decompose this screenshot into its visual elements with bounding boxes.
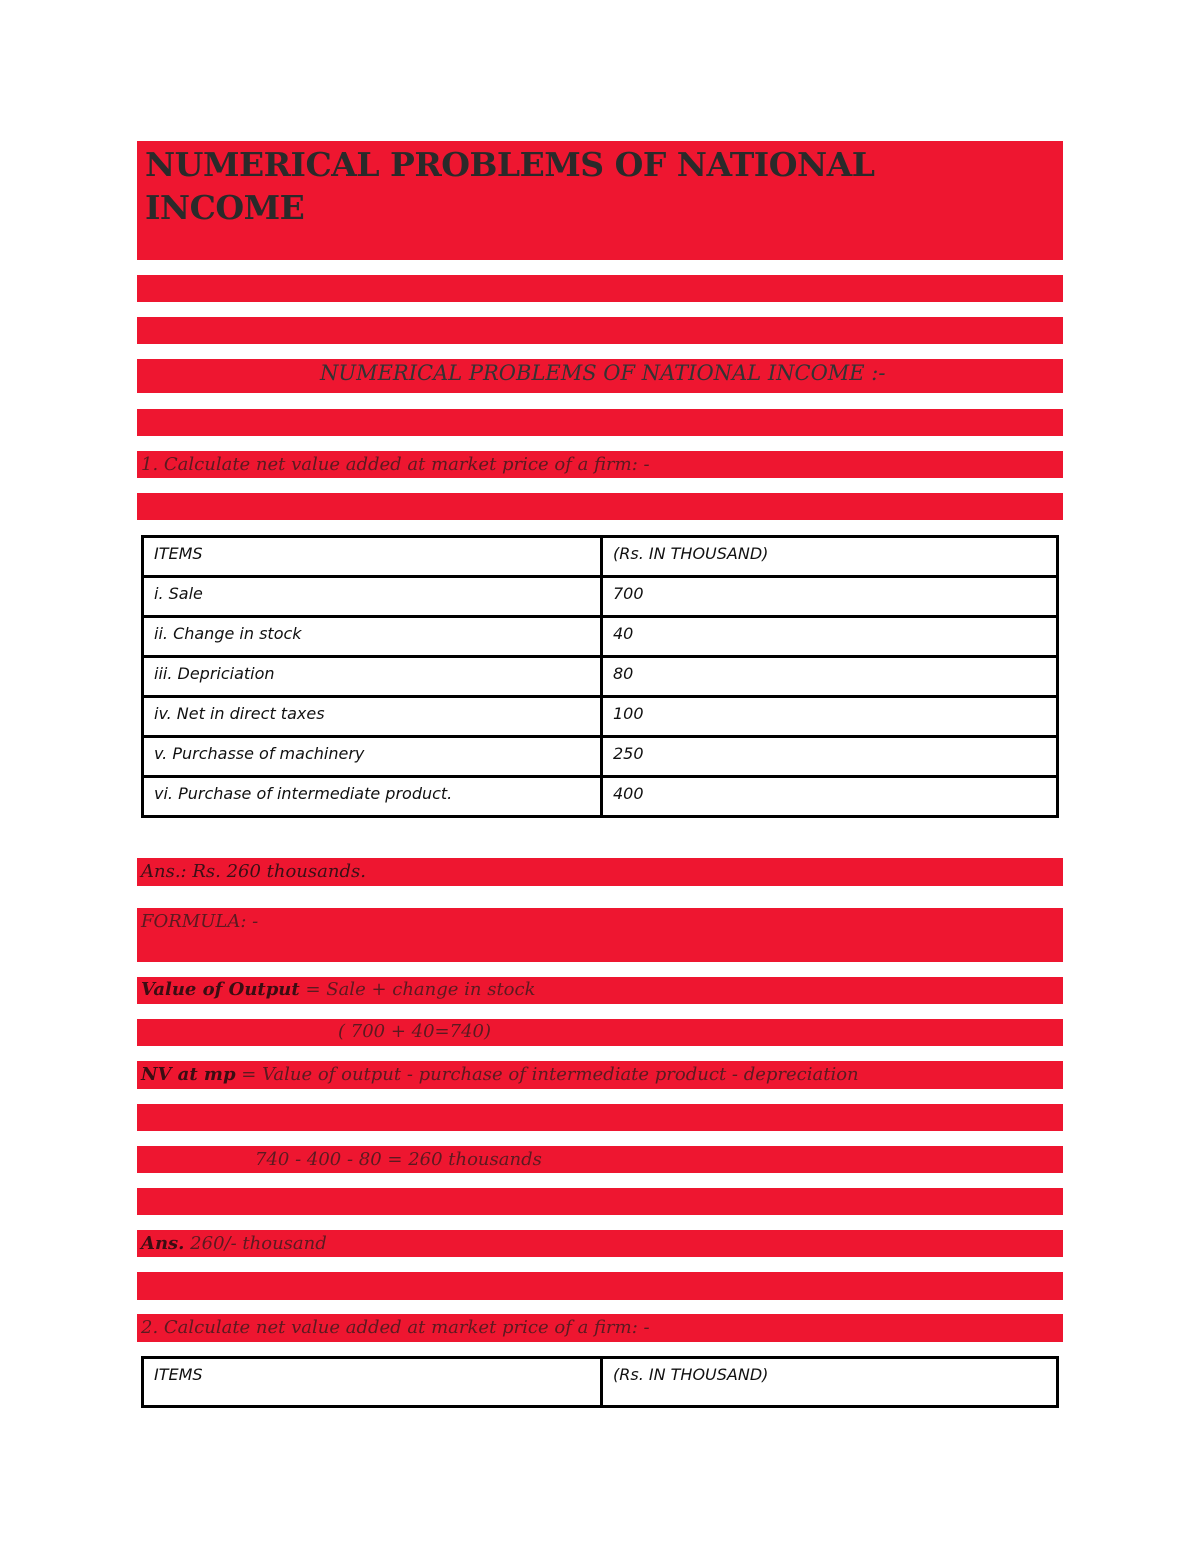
band [137,1188,1063,1215]
nv-at-mp-label: NV at mp [141,1064,236,1085]
question-1: 1. Calculate net value added at market price of a firm: - [141,454,650,475]
items-table-1 [141,535,1059,818]
item-label: i. Sale [143,577,602,617]
final-answer [141,1233,327,1254]
item-label: v. Purchasse of machinery [143,737,602,777]
question-2: 2. Calculate net value added at market price of a firm: - [141,1317,650,1338]
item-value: 250 [602,737,1058,777]
final-answer-label: Ans. [141,1233,185,1254]
item-value: 40 [602,617,1058,657]
value-of-output [141,979,536,1000]
table-row [143,657,1058,697]
header-amount: (Rs. IN THOUSAND) [602,1358,1058,1407]
item-label: iii. Depriciation [143,657,602,697]
table-row [143,617,1058,657]
band [137,1104,1063,1131]
nv-calc: 740 - 400 - 80 = 260 thousands [255,1149,542,1170]
answer-1: Ans.: Rs. 260 thousands. [141,861,366,882]
item-label: ii. Change in stock [143,617,602,657]
band [137,1019,1063,1046]
item-label: vi. Purchase of intermediate product. [143,777,602,817]
band [137,1272,1063,1300]
band [137,493,1063,520]
item-value: 100 [602,697,1058,737]
table-row [143,737,1058,777]
section-heading: NUMERICAL PROBLEMS OF NATIONAL INCOME :- [320,361,886,385]
final-answer-text: 260/- thousand [184,1233,327,1254]
value-of-output-text: = Sale + change in stock [299,979,536,1000]
table-header-row [143,1358,1058,1407]
item-label: iv. Net in direct taxes [143,697,602,737]
table-row [143,777,1058,817]
value-of-output-calc: ( 700 + 40=740) [338,1021,491,1042]
value-of-output-label: Value of Output [141,979,300,1000]
nv-at-mp-text: = Value of output - purchase of intermediate product - depreciation [235,1064,859,1085]
header-items: ITEMS [143,537,602,577]
band [137,275,1063,302]
formula-band [137,908,1063,962]
header-items: ITEMS [143,1358,602,1407]
header-amount: (Rs. IN THOUSAND) [602,537,1058,577]
item-value: 700 [602,577,1058,617]
band [137,317,1063,344]
formula-label: FORMULA: - [141,911,259,932]
table-row [143,697,1058,737]
table-header-row [143,537,1058,577]
page-title: NUMERICAL PROBLEMS OF NATIONAL INCOME [145,145,875,227]
table-row [143,577,1058,617]
item-value: 400 [602,777,1058,817]
items-table-2 [141,1356,1059,1408]
nv-at-mp [141,1064,859,1085]
band [137,409,1063,436]
item-value: 80 [602,657,1058,697]
